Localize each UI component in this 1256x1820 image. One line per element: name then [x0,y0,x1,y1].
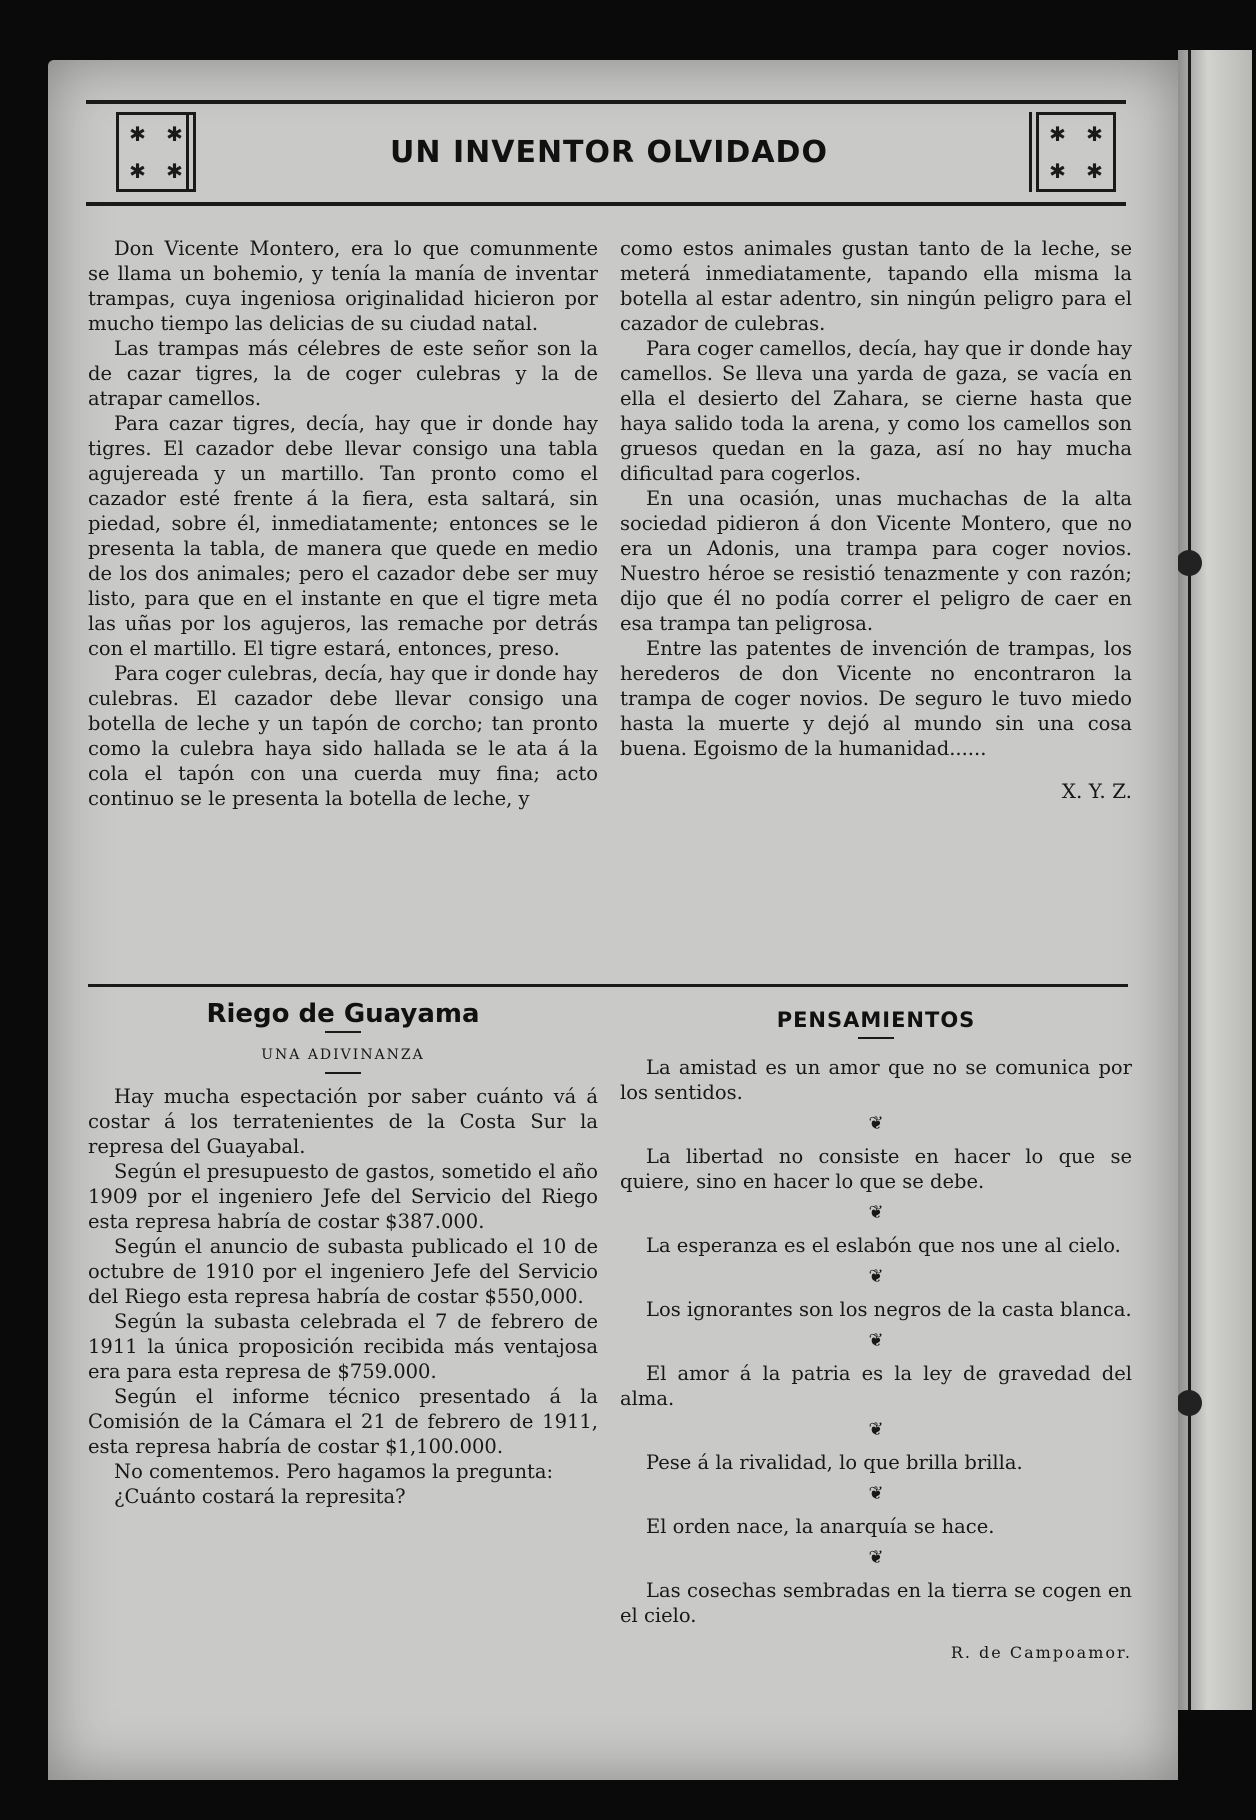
article-paragraph: En una ocasión, unas muchachas de la alta sociedad pidieron á don Vicente Montero, que no era un Adonis, una trampa para coger novios. Nuestro héroe se resistió tenazmente y con razón; dijo que él no podía correr el peligro de caer en esa trampa tan peligrosa. [620,487,1132,635]
binding-knot [1176,1390,1202,1416]
riego-paragraph: Según el informe técnico presentado á la Comisión de la Cámara el 21 de febrero de 1911, esta represa habría de costar $1,100.000. [88,1385,598,1458]
star-icon: ✱ [166,121,183,146]
subtitle-rule [325,1072,361,1074]
article-paragraph: Don Vicente Montero, era lo que comunmente se llama un bohemio, y tenía la manía de inventar trampas, cuya ingeniosa originalidad hicieron por mucho tiempo las delicias de su ciudad natal. [88,237,598,335]
newspaper-page [48,60,1178,1780]
star-icon: ✱ [166,158,183,183]
thought-item: El amor á la patria es la ley de gravedad del alma. [620,1362,1132,1410]
article-title: UN INVENTOR OLVIDADO [390,134,828,170]
article-paragraph: Para cazar tigres, decía, hay que ir donde hay tigres. El cazador debe llevar consigo una tabla agujereada y un martillo. Tan pronto como el cazador esté frente á la fiera, esta saltará, sin piedad, sobre él, inmediatamente; entonces se le presenta la tabla, de manera que quede en medio de los dos animales; pero el cazador debe ser muy listo, para que en el instante en que el tigre meta las uñas por los agujeros, las remache por detrás con el martillo. El tigre estará, entonces, preso. [88,412,598,660]
riego-title: Riego de Guayama [206,999,480,1029]
star-icon: ✱ [1086,121,1103,146]
riego-paragraph: Según la subasta celebrada el 7 de febrero de 1911 la única proposición recibida más ventajosa era para esta represa de $759.000. [88,1310,598,1383]
title-rule [858,1037,894,1039]
fleuron-icon: ❦ [868,1547,884,1568]
star-ornament-left [116,112,196,192]
fleuron-icon: ❦ [868,1330,884,1351]
thought-author: R. de Campoamor. [950,1643,1132,1662]
thought-item: El orden nace, la anarquía se hace. [646,1515,995,1538]
section-divider [88,984,1128,987]
fleuron-icon: ❦ [868,1113,884,1134]
thought-item: La esperanza es el eslabón que nos une al cielo. [646,1234,1121,1257]
article-column-right [620,236,1132,804]
riego-paragraph: Según el anuncio de subasta publicado el 10 de octubre de 1910 por el ingeniero Jefe del Servicio del Riego esta represa habría de costar $550,000. [88,1235,598,1308]
title-banner [86,100,1126,206]
star-ornament-right [1036,112,1116,192]
binding-knot [1176,550,1202,576]
riego-paragraph: Hay mucha espectación por saber cuánto vá á costar á los terratenientes de la Costa Sur la represa del Guayabal. [88,1085,598,1158]
article-signature: X. Y. Z. [1061,779,1132,803]
thought-item: La libertad no consiste en hacer lo que se quiere, sino en hacer lo que se debe. [620,1145,1132,1193]
article-column-left [88,236,598,811]
star-icon: ✱ [129,121,146,146]
thought-item: La amistad es un amor que no se comunica por los sentidos. [620,1056,1132,1104]
riego-paragraph: Según el presupuesto de gastos, sometido el año 1909 por el ingeniero Jefe del Servicio del Riego esta represa habría de costar $387.000. [88,1160,598,1233]
article-paragraph: Las trampas más célebres de este señor son la de cazar tigres, la de coger culebras y la de atrapar camellos. [88,337,598,410]
thought-item: Los ignorantes son los negros de la casta blanca. [646,1298,1132,1321]
star-icon: ✱ [1086,158,1103,183]
star-icon: ✱ [1049,158,1066,183]
star-icon: ✱ [129,158,146,183]
fleuron-icon: ❦ [868,1266,884,1287]
thought-item: Pese á la rivalidad, lo que brilla brilla. [646,1451,1023,1474]
riego-section [88,999,598,1509]
riego-paragraph: ¿Cuánto costará la represita? [114,1485,406,1508]
fleuron-icon: ❦ [868,1483,884,1504]
star-icon: ✱ [1049,121,1066,146]
pensamientos-section [620,1008,1132,1665]
riego-subtitle: UNA ADIVINANZA [261,1047,425,1063]
pensamientos-title: PENSAMIENTOS [776,1008,976,1032]
fleuron-icon: ❦ [868,1202,884,1223]
article-paragraph: Para coger camellos, decía, hay que ir donde hay camellos. Se lleva una yarda de gaza, se vacía en ella el desierto del Zahara, se cierne hasta que haya salido toda la arena, y como los camellos son gruesos quedan en la gaza, así no hay mucha dificultad para cogerlos. [620,337,1132,485]
fleuron-icon: ❦ [868,1419,884,1440]
article-paragraph: Para coger culebras, decía, hay que ir donde hay culebras. El cazador debe llevar consigo una botella de leche y un tapón de corcho; tan pronto como la culebra haya sido hallada se le ata á la cola el tapón con una cuerda muy fina; acto continuo se le presenta la botella de leche, y [88,662,598,810]
riego-paragraph: No comentemos. Pero hagamos la pregunta: [114,1460,554,1483]
binding-spine [1188,50,1191,1710]
thought-item: Las cosechas sembradas en la tierra se cogen en el cielo. [620,1579,1132,1627]
title-rule [325,1031,361,1033]
article-paragraph: como estos animales gustan tanto de la leche, se meterá inmediatamente, tapando ella misma la botella al estar adentro, sin ningún peligro para el cazador de culebras. [620,237,1132,335]
article-paragraph: Entre las patentes de invención de trampas, los herederos de don Vicente no encontraron la trampa de coger novios. De seguro le tuvo miedo hasta la muerte y dejó al mundo sin una cosa buena. Egoismo de la humanidad...... [620,637,1132,760]
title-box [186,112,1032,192]
